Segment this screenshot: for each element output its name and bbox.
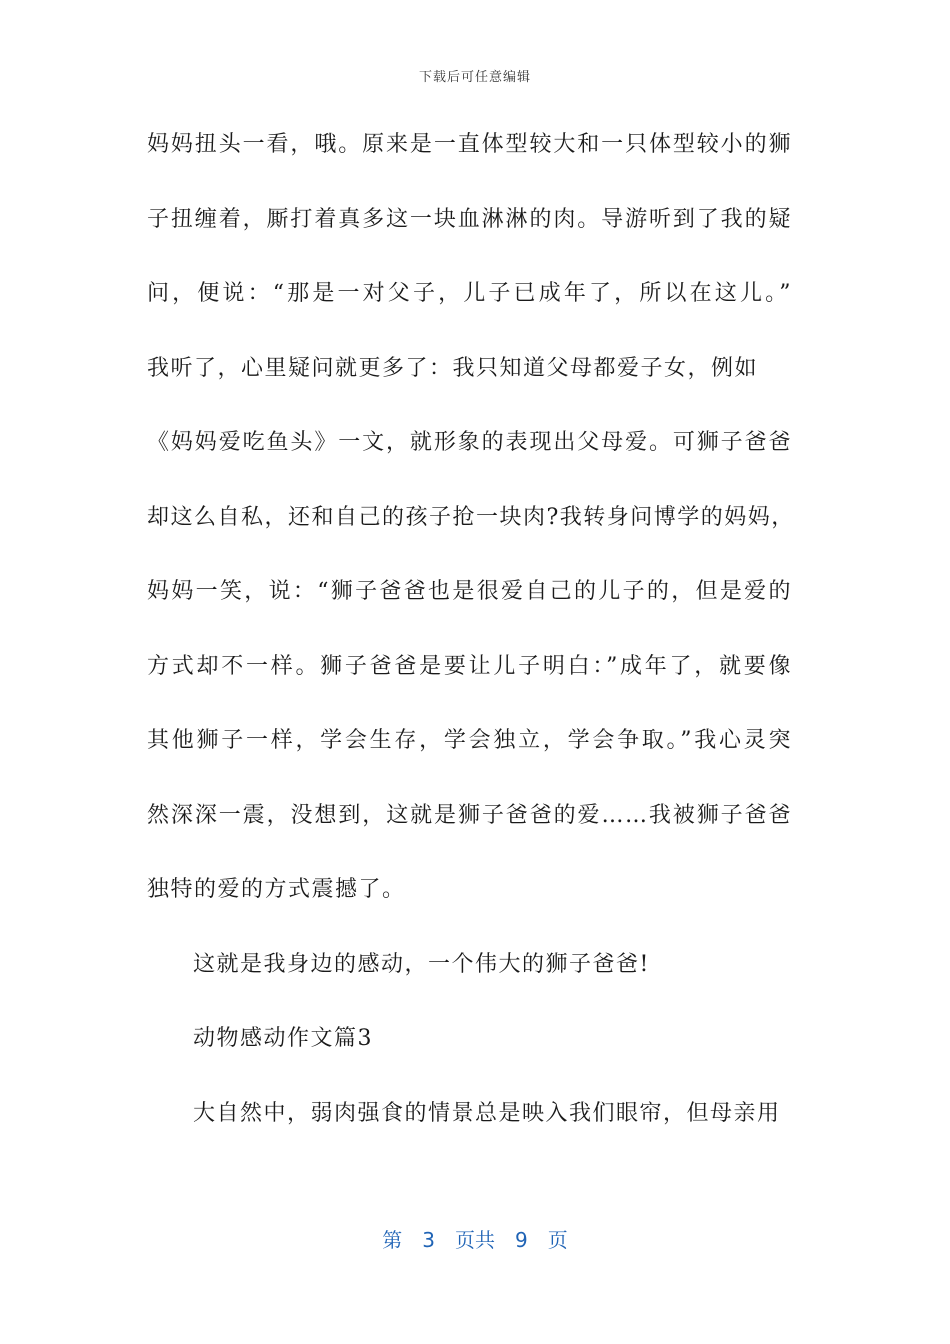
paragraph-line: 妈妈一笑，说：“狮子爸爸也是很爱自己的儿子的，但是爱的 <box>147 579 792 604</box>
paragraph-line: 然深深一震，没想到，这就是狮子爸爸的爱……我被狮子爸爸 <box>147 802 792 828</box>
page-label-suffix: 页 <box>547 1228 568 1252</box>
document-body <box>147 118 795 1161</box>
paragraph-line: 这就是我身边的感动，一个伟大的狮子爸爸! <box>193 951 650 977</box>
paragraph-line: 却这么自私，还和自己的孩子抢一块肉?我转身问博学的妈妈， <box>147 504 795 530</box>
paragraph-line: 其他狮子一样，学会生存，学会独立，学会争取。”我心灵突 <box>147 728 792 753</box>
paragraph-line: 方式却不一样。狮子爸爸是要让儿子明白：”成年了，就要像 <box>147 653 792 679</box>
paragraph-line: 大自然中，弱肉强食的情景总是映入我们眼帘，但母亲用 <box>193 1100 781 1126</box>
paragraph-line: 《妈妈爱吃鱼头》一文，就形象的表现出父母爱。可狮子爸爸 <box>147 430 792 455</box>
paragraph-line: 子扭缠着，厮打着真多这一块血淋淋的肉。导游听到了我的疑 <box>147 206 792 232</box>
paragraph-line: 独特的爱的方式震撼了。 <box>147 877 406 902</box>
page-footer <box>0 1224 950 1253</box>
page-label-mid: 页共 <box>455 1228 495 1252</box>
total-pages-number: 9 <box>515 1228 528 1252</box>
section-heading: 动物感动作文篇3 <box>193 1026 373 1051</box>
page-label-prefix: 第 <box>382 1228 403 1252</box>
paragraph-line: 妈妈扭头一看，哦。原来是一直体型较大和一只体型较小的狮 <box>147 132 792 157</box>
paragraph-line: 我听了，心里疑问就更多了：我只知道父母都爱子女，例如 <box>147 355 759 381</box>
paragraph-line: 问，便说：“那是一对父子，儿子已成年了，所以在这儿。” <box>147 281 792 306</box>
header-note: 下载后可任意编辑 <box>418 70 531 85</box>
current-page-number: 3 <box>422 1228 435 1252</box>
